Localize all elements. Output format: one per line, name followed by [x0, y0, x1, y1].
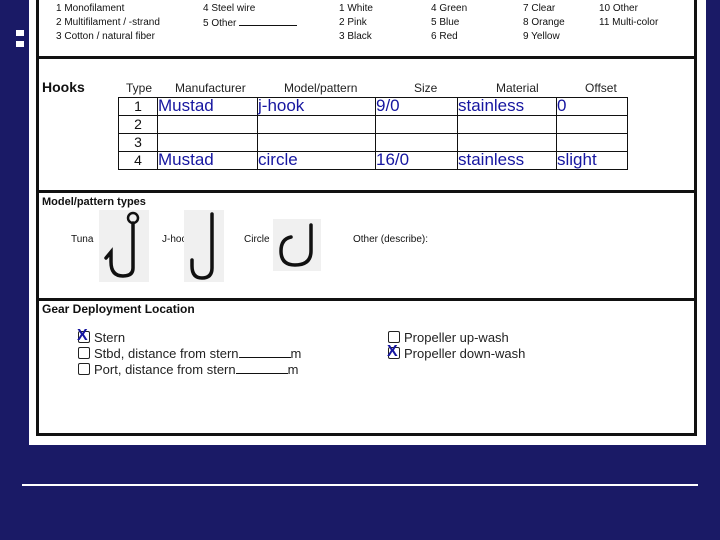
table-row: 1 Mustad j-hook 9/0 stainless 0	[119, 98, 628, 116]
j-hook-image	[184, 210, 224, 282]
material-cell[interactable]	[458, 116, 557, 134]
color-option-9: 9 Yellow	[523, 31, 560, 42]
option-upwash[interactable]: Propeller up-wash	[388, 330, 509, 345]
option-stern[interactable]: X Stern	[77, 327, 126, 345]
color-option-7: 7 Clear	[523, 3, 556, 14]
section-divider	[39, 56, 694, 59]
material-option-5: 5 Other	[203, 17, 297, 29]
color-option-3: 3 Black	[339, 31, 372, 42]
material-option-2: 2 Multifilament / -strand	[56, 17, 160, 28]
pattern-label-tuna: Tuna	[71, 234, 94, 245]
color-option-10: 10 Other	[599, 3, 638, 14]
size-cell[interactable]: 9/0	[376, 98, 458, 116]
upwash-checkbox[interactable]	[388, 331, 400, 343]
other-blank[interactable]	[239, 17, 297, 26]
section-divider	[39, 190, 694, 193]
stbd-distance-field[interactable]	[239, 347, 291, 358]
hooks-table	[118, 97, 628, 170]
hooks-title: Hooks	[42, 79, 85, 95]
size-cell[interactable]: 16/0	[376, 152, 458, 170]
offset-cell[interactable]	[557, 134, 628, 152]
material-cell[interactable]	[458, 134, 557, 152]
downwash-checkbox[interactable]: X	[388, 347, 400, 359]
model-cell[interactable]	[258, 134, 376, 152]
manufacturer-cell[interactable]	[158, 116, 258, 134]
option-downwash[interactable]: X Propeller down-wash	[387, 343, 526, 361]
color-option-5: 5 Blue	[431, 17, 460, 28]
color-option-8: 8 Orange	[523, 17, 565, 28]
circle-hook-image	[273, 219, 321, 271]
deployment-title: Gear Deployment Location	[42, 302, 195, 316]
footer-rule	[22, 484, 698, 486]
model-cell[interactable]: j-hook	[258, 98, 376, 116]
offset-cell[interactable]: 0	[557, 98, 628, 116]
manufacturer-cell[interactable]	[158, 134, 258, 152]
stern-checkbox[interactable]: X	[78, 331, 90, 343]
port-distance-field[interactable]	[236, 363, 288, 374]
pattern-label-other: Other (describe):	[353, 234, 429, 245]
stbd-checkbox[interactable]	[78, 347, 90, 359]
color-option-6: 6 Red	[431, 31, 458, 42]
size-cell[interactable]	[376, 116, 458, 134]
tuna-hook-image	[99, 210, 149, 282]
form-frame	[36, 0, 697, 436]
slide-bullet	[16, 30, 24, 48]
model-cell[interactable]	[258, 116, 376, 134]
pattern-title: Model/pattern types	[42, 196, 146, 208]
col-model: Model/pattern	[284, 81, 358, 95]
offset-cell[interactable]	[557, 116, 628, 134]
col-offset: Offset	[585, 81, 617, 95]
pattern-label-jhook: J-hook	[162, 234, 193, 245]
table-row: 4 Mustad circle 16/0 stainless slight	[119, 152, 628, 170]
color-option-4: 4 Green	[431, 3, 468, 14]
material-option-1: 1 Monofilament	[56, 3, 125, 14]
material-cell[interactable]: stainless	[458, 98, 557, 116]
material-option-3: 3 Cotton / natural fiber	[56, 31, 155, 42]
table-row: 3	[119, 134, 628, 152]
color-option-1: 1 White	[339, 3, 373, 14]
color-option-11: 11 Multi-color	[599, 17, 659, 28]
port-checkbox[interactable]	[78, 363, 90, 375]
material-cell[interactable]: stainless	[458, 152, 557, 170]
col-material: Material	[496, 81, 539, 95]
model-cell[interactable]: circle	[258, 152, 376, 170]
table-row: 2	[119, 116, 628, 134]
color-option-2: 2 Pink	[339, 17, 367, 28]
section-divider	[39, 298, 694, 301]
option-stbd[interactable]: Stbd, distance from stern m	[78, 346, 301, 361]
offset-cell[interactable]: slight	[557, 152, 628, 170]
col-size: Size	[414, 81, 438, 95]
size-cell[interactable]	[376, 134, 458, 152]
manufacturer-cell[interactable]: Mustad	[158, 98, 258, 116]
option-port[interactable]: Port, distance from stern m	[78, 362, 298, 377]
pattern-label-circle: Circle	[244, 234, 270, 245]
col-type: Type	[126, 81, 153, 95]
material-option-4: 4 Steel wire	[203, 3, 256, 14]
col-manufacturer: Manufacturer	[175, 81, 246, 95]
manufacturer-cell[interactable]: Mustad	[158, 152, 258, 170]
